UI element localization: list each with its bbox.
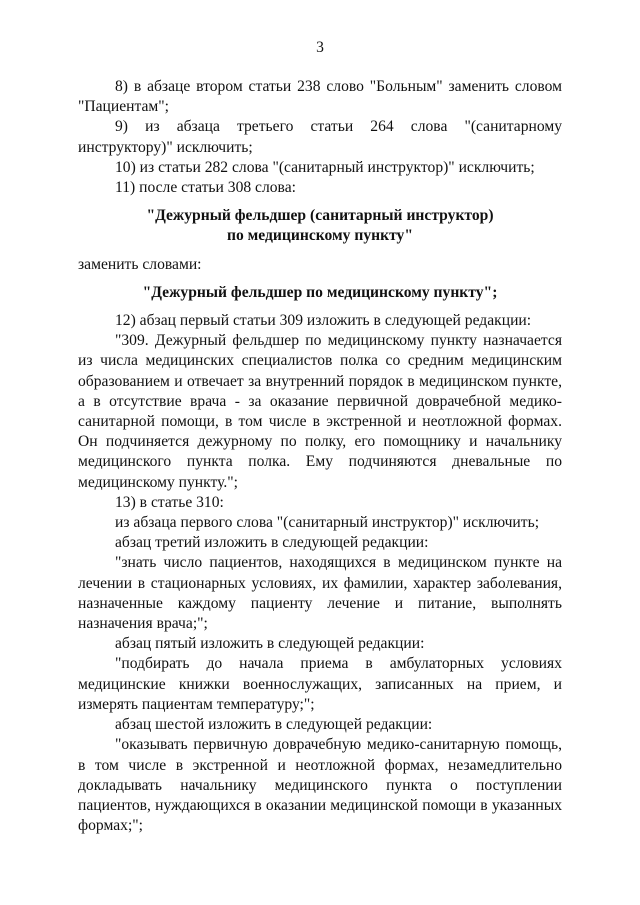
item-11: 11) после статьи 308 слова: (115, 179, 296, 197)
item-13: 13) в статье 310: (115, 493, 224, 511)
item-13-paragraph-3-intro: абзац третий изложить в следующей редакции: (115, 534, 429, 552)
item-12: 12) абзац первый статьи 309 изложить в следующей редакции: (115, 312, 532, 330)
heading-quote-1-line-1: "Дежурный фельдшер (санитарный инструктор) (146, 207, 494, 225)
item-12-quote: "309. Дежурный фельдшер по медицинскому пункту назначается из числа медицинских специалистов полка со средним медицинским образованием и отвечает за внутренний порядок в медицинском пункте, а в отсутствие врача - за оказание первичной доврачебной медико-санитарной помощи, в том числе в экстренной и неотложной формах. Он подчиняется дежурному по полку, его помощнику и начальнику медицинского пункта полка. Ему подчиняются дневальные по медицинскому пункту."; (78, 332, 562, 491)
item-13-paragraph-5-intro: абзац пятый изложить в следующей редакции: (115, 635, 425, 653)
document-body (78, 77, 562, 836)
item-13-paragraph-6-quote: "оказывать первичную доврачебную медико-санитарную помощь, в том числе в экстренной и неотложной формах, незамедлительно докладывать начальнику медицинского пункта о поступлении пациентов, нуждающихся в оказании медицинской помощи в указанных формах;"; (78, 736, 562, 835)
item-9: 9) из абзаца третьего статьи 264 слова "(санитарному инструктору)" исключить; (78, 118, 562, 156)
item-13-paragraph-6-intro: абзац шестой изложить в следующей редакции: (115, 716, 433, 734)
heading-quote-2: "Дежурный фельдшер по медицинскому пункту"; (142, 283, 498, 301)
heading-quote-1-line-2: по медицинскому пункту" (226, 227, 414, 245)
item-10: 10) из статьи 282 слова "(санитарный инструктор)" исключить; (115, 158, 535, 176)
item-13-paragraph-3-quote: "знать число пациентов, находящихся в медицинском пункте на лечении в стационарных условиях, их фамилии, характер заболевания, назначенные каждому пациенту лечение и питание, выполнять назначения врача;"; (78, 554, 562, 633)
replace-with-label: заменить словами: (78, 255, 202, 273)
item-13-paragraph-5-quote: "подбирать до начала приема в амбулаторных условиях медицинские книжки военнослужащих, записанных на прием, и измерять пациентам температуру;"; (78, 655, 562, 713)
page-number: 3 (316, 39, 324, 56)
item-13-paragraph-1: из абзаца первого слова "(санитарный инструктор)" исключить; (115, 514, 540, 532)
item-8: 8) в абзаце втором статьи 238 слово "Больным" заменить словом "Пациентам"; (78, 78, 562, 116)
